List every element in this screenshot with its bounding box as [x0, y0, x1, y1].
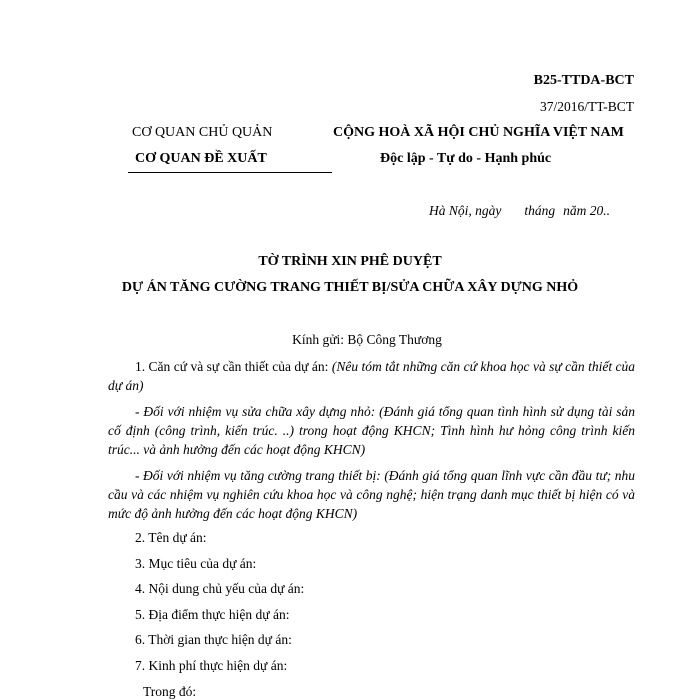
- item-project-goals: 3. Mục tiêu của dự án:: [135, 556, 257, 571]
- form-code: B25-TTDA-BCT: [533, 73, 634, 88]
- repair-paragraph: [108, 402, 635, 459]
- section-1-note: (Nêu tóm tắt những căn cứ khoa học và sự cần thiết của dự án): [108, 359, 636, 393]
- repair-note: (Đánh giá tổng quan tình hình sử dụng tài sản cố định (công trình, kiến trúc. ..) trong hoạt động KHCN; Tình hình hư hỏng công trình kiến trúc... và ảnh hưởng đến các hoạt động KHCN): [108, 404, 636, 457]
- item-budget: 7. Kinh phí thực hiện dự án:: [135, 658, 288, 673]
- governing-agency: CƠ QUAN CHỦ QUẢN: [132, 125, 273, 140]
- national-motto: Độc lập - Tự do - Hạnh phúc: [380, 151, 552, 166]
- date-line: [429, 203, 610, 219]
- proposing-agency: CƠ QUAN ĐỀ XUẤT: [135, 151, 267, 166]
- repair-label: - Đối với nhiệm vụ sửa chữa xây dựng nhỏ:: [135, 404, 376, 419]
- circular-ref: 37/2016/TT-BCT: [539, 99, 634, 114]
- equipment-note: (Đánh giá tổng quan lĩnh vực cần đầu tư; nhu cầu và các nhiệm vụ nghiên cứu khoa học và công nghệ; hiện trạng danh mục thiết bị hiện có và mức độ ảnh hưởng đến các hoạt động KHCN): [108, 468, 636, 521]
- agency-underline: [128, 172, 332, 173]
- date-place: Hà Nội, ngày: [429, 203, 502, 218]
- equipment-paragraph: [108, 466, 635, 523]
- document-subtitle: DỰ ÁN TĂNG CƯỜNG TRANG THIẾT BỊ/SỬA CHỮA XÂY DỰNG NHỎ: [121, 280, 579, 295]
- item-main-content: 4. Nội dung chủ yếu của dự án:: [135, 581, 305, 596]
- item-of-which: Trong đó:: [143, 684, 197, 699]
- item-duration: 6. Thời gian thực hiện dự án:: [135, 632, 292, 647]
- item-project-name: 2. Tên dự án:: [135, 530, 207, 545]
- section-1-basis: [108, 357, 635, 395]
- national-title: CỘNG HOÀ XÃ HỘI CHỦ NGHĨA VIỆT NAM: [333, 125, 624, 140]
- date-year: năm 20..: [563, 203, 611, 218]
- item-location: 5. Địa điểm thực hiện dự án:: [135, 607, 290, 622]
- section-1-label: 1. Căn cứ và sự cần thiết của dự án:: [135, 359, 329, 374]
- equipment-label: - Đối với nhiệm vụ tăng cường trang thiết bị:: [135, 468, 381, 483]
- recipient-line: Kính gửi: Bộ Công Thương: [292, 332, 442, 347]
- document-title: TỜ TRÌNH XIN PHÊ DUYỆT: [258, 254, 442, 269]
- date-month: tháng: [524, 203, 556, 218]
